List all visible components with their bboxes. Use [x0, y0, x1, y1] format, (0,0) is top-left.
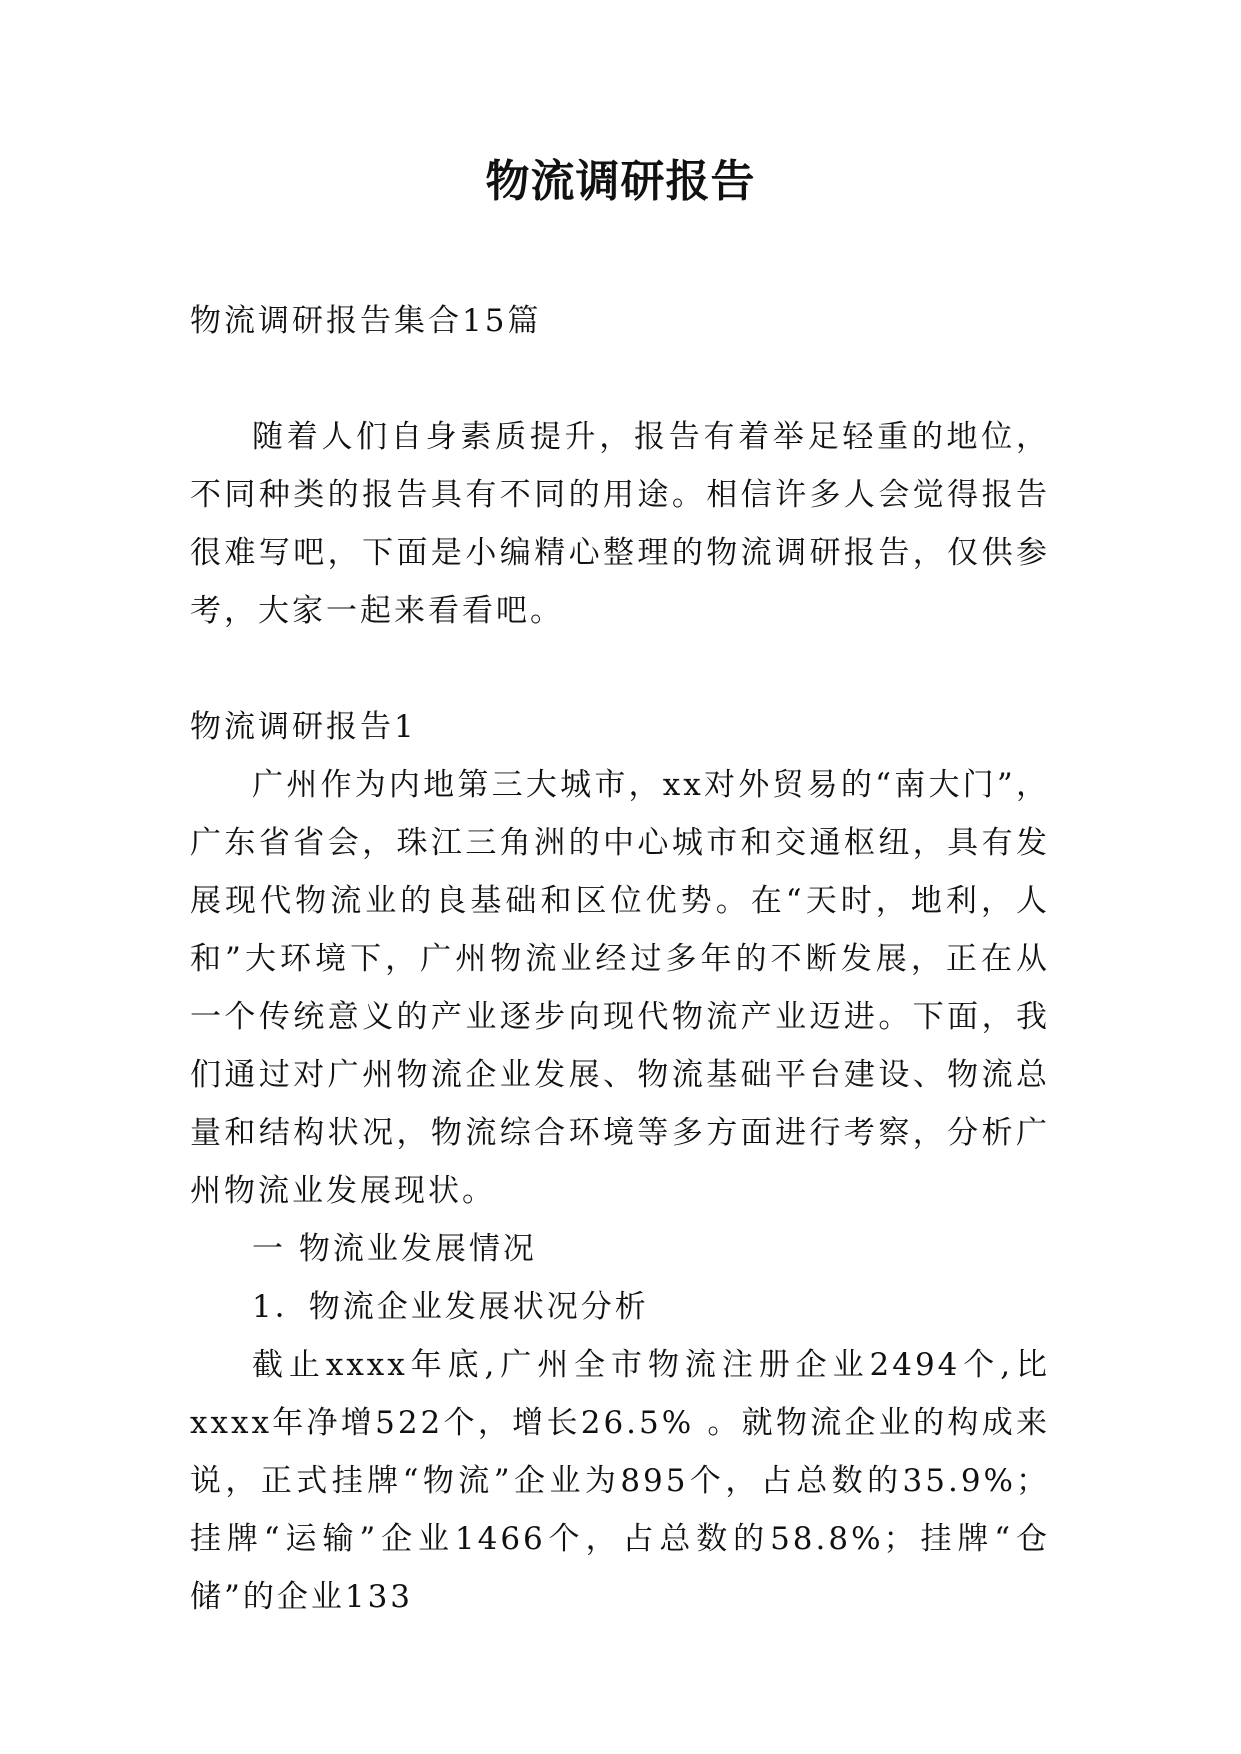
subsection-heading: 1．物流企业发展状况分析 [252, 1289, 649, 1325]
intro-paragraph: 随着人们自身素质提升，报告有着举足轻重的地位，不同种类的报告具有不同的用途。相信许多人会觉得报告很难写吧，下面是小编精心整理的物流调研报告，仅供参考，大家一起来看看吧。 [190, 419, 1050, 629]
document-title: 物流调研报告 [485, 156, 756, 207]
collection-subtitle: 物流调研报告集合15篇 [190, 303, 542, 339]
section-heading: 物流调研报告1 [190, 709, 417, 745]
subsection-heading: 一 物流业发展情况 [252, 1231, 537, 1267]
document-body [190, 292, 1050, 1626]
body-paragraph: 截止xxxx年底,广州全市物流注册企业2494个,比xxxx年净增522个，增长26.5% 。就物流企业的构成来说，正式挂牌“物流”企业为895个，占总数的35.9%；挂牌“运输”企业1466个，占总数的58.8%；挂牌“仓储”的企业133 [190, 1347, 1050, 1615]
body-paragraph: 广州作为内地第三大城市，xx对外贸易的“南大门”，广东省省会，珠江三角洲的中心城市和交通枢纽，具有发展现代物流业的良基础和区位优势。在“天时，地利，人和”大环境下，广州物流业经过多年的不断发展，正在从一个传统意义的产业逐步向现代物流产业迈进。下面，我们通过对广州物流企业发展、物流基础平台建设、物流总量和结构状况，物流综合环境等多方面进行考察，分析广州物流业发展现状。 [190, 767, 1050, 1209]
